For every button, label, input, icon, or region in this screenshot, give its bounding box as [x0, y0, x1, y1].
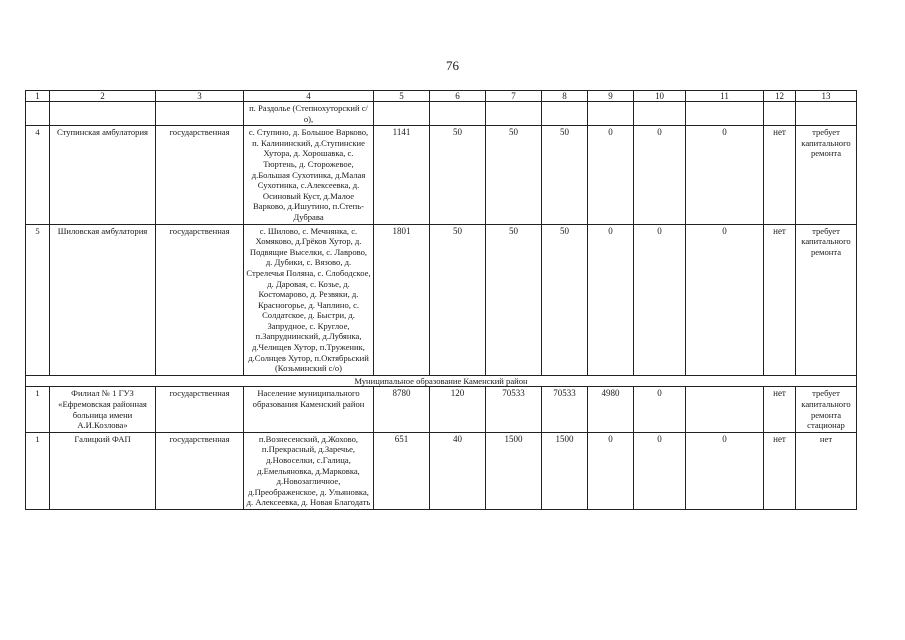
- table-cell: [686, 387, 764, 432]
- table-cell: с. Ступино, д. Большое Варково, п. Калининский, д.Ступинские Хутора, д. Хорошавка, с. Тюртень, д. Сторожевое, д.Большая Сухотинка, д.Малая Сухотинка, с.Алексеевка, д. Осиновый Куст, д.Малое Варково, д.Ишутино, п.Степь-Дубрава: [244, 126, 374, 224]
- table-cell: 70533: [542, 387, 588, 432]
- table-cell: нет: [764, 432, 796, 509]
- table-row: [26, 126, 857, 224]
- column-header: 9: [588, 91, 634, 102]
- table-cell: 4980: [588, 387, 634, 432]
- table-cell: 0: [634, 387, 686, 432]
- table-cell: [542, 102, 588, 126]
- table-cell: 50: [542, 126, 588, 224]
- table-cell: Филиал № 1 ГУЗ «Ефремовская районная больница имени А.И.Козлова»: [50, 387, 156, 432]
- table-cell: 50: [486, 126, 542, 224]
- table-cell: Галицкий ФАП: [50, 432, 156, 509]
- table-cell: 1801: [374, 224, 430, 375]
- table-cell: [764, 102, 796, 126]
- table-cell: 1141: [374, 126, 430, 224]
- column-header: 5: [374, 91, 430, 102]
- table-cell: 1500: [486, 432, 542, 509]
- table-cell: 50: [542, 224, 588, 375]
- column-header: 11: [686, 91, 764, 102]
- table-cell: п. Раздолье (Степнохуторский с/о),: [244, 102, 374, 126]
- column-header: 3: [156, 91, 244, 102]
- table-cell: [686, 102, 764, 126]
- table-cell: [796, 102, 857, 126]
- table-cell: 0: [686, 432, 764, 509]
- column-header: 1: [26, 91, 50, 102]
- section-title: Муниципальное образование Каменский район: [26, 375, 857, 387]
- column-header: 7: [486, 91, 542, 102]
- header-row: [26, 91, 857, 102]
- column-header: 6: [430, 91, 486, 102]
- table-cell: [430, 102, 486, 126]
- table-cell: государственная: [156, 387, 244, 432]
- table-cell: нет: [764, 224, 796, 375]
- table-cell: [634, 102, 686, 126]
- table-cell: п.Вознесенский, д.Жохово, п.Прекрасный, д.Заречье, д.Новоселки, с.Галица, д.Емельяновка, д.Марковка, д.Новозагличное, д.Преображенское, д. Ульяновка, д. Алексеевка, д. Новая Благодать: [244, 432, 374, 509]
- column-header: 10: [634, 91, 686, 102]
- table-row: [26, 432, 857, 509]
- table-cell: 1: [26, 432, 50, 509]
- table-cell: нет: [796, 432, 857, 509]
- table-cell: 70533: [486, 387, 542, 432]
- table-cell: [486, 102, 542, 126]
- table-cell: 1500: [542, 432, 588, 509]
- table-cell: Шиловская амбулатория: [50, 224, 156, 375]
- table-cell: [26, 102, 50, 126]
- table-cell: 50: [486, 224, 542, 375]
- table-body: [26, 91, 857, 510]
- table-cell: Население муниципального образования Каменский район: [244, 387, 374, 432]
- page-number: 76: [446, 58, 459, 73]
- table-cell: [588, 102, 634, 126]
- table-cell: 651: [374, 432, 430, 509]
- facilities-table: [25, 90, 857, 510]
- table-cell: государственная: [156, 224, 244, 375]
- table-cell: [50, 102, 156, 126]
- table-cell: 40: [430, 432, 486, 509]
- table-row: [26, 224, 857, 375]
- table-cell: 4: [26, 126, 50, 224]
- table-cell: 0: [686, 126, 764, 224]
- table-cell: 0: [634, 432, 686, 509]
- table-cell: государственная: [156, 126, 244, 224]
- column-header: 12: [764, 91, 796, 102]
- table-cell: 120: [430, 387, 486, 432]
- table-cell: требует капитального ремонта: [796, 126, 857, 224]
- column-header: 8: [542, 91, 588, 102]
- column-header: 13: [796, 91, 857, 102]
- table-cell: требует капитального ремонта: [796, 224, 857, 375]
- table-cell: 1: [26, 387, 50, 432]
- table-row: [26, 102, 857, 126]
- column-header: 2: [50, 91, 156, 102]
- table-cell: [374, 102, 430, 126]
- table-cell: 0: [588, 126, 634, 224]
- column-header: 4: [244, 91, 374, 102]
- table-cell: Ступинская амбулатория: [50, 126, 156, 224]
- table-cell: нет: [764, 387, 796, 432]
- table-cell: 50: [430, 126, 486, 224]
- table-row: [26, 387, 857, 432]
- table-cell: 0: [634, 126, 686, 224]
- table-cell: государственная: [156, 432, 244, 509]
- table-cell: 0: [588, 432, 634, 509]
- table-cell: 0: [634, 224, 686, 375]
- table-cell: 8780: [374, 387, 430, 432]
- table-cell: 5: [26, 224, 50, 375]
- section-row: [26, 375, 857, 387]
- table-cell: 0: [686, 224, 764, 375]
- table-cell: 50: [430, 224, 486, 375]
- table-cell: [156, 102, 244, 126]
- table-cell: нет: [764, 126, 796, 224]
- table-cell: 0: [588, 224, 634, 375]
- table-cell: требует капитального ремонта стационар: [796, 387, 857, 432]
- table-cell: с. Шилово, с. Мечнянка, с. Хомяково, д.Грёков Хутор, д. Подвящие Выселки, с. Лаврово, д. Дубики, с. Вязово, д. Стрелечья Поляна, с. Слободское, д. Даровая, с. Козье, д. Костомарово, д. Резвяки, д. Красногорье, д. Чаплино, с. Солдатское, д. Быстри, д. Запрудное, с. Круглое, п.Запруднинский, д.Лубянка, д.Челищев Хутор, п.Труженик, д.Солнцев Хутор, п.Октябрьский (Козьминский с/о): [244, 224, 374, 375]
